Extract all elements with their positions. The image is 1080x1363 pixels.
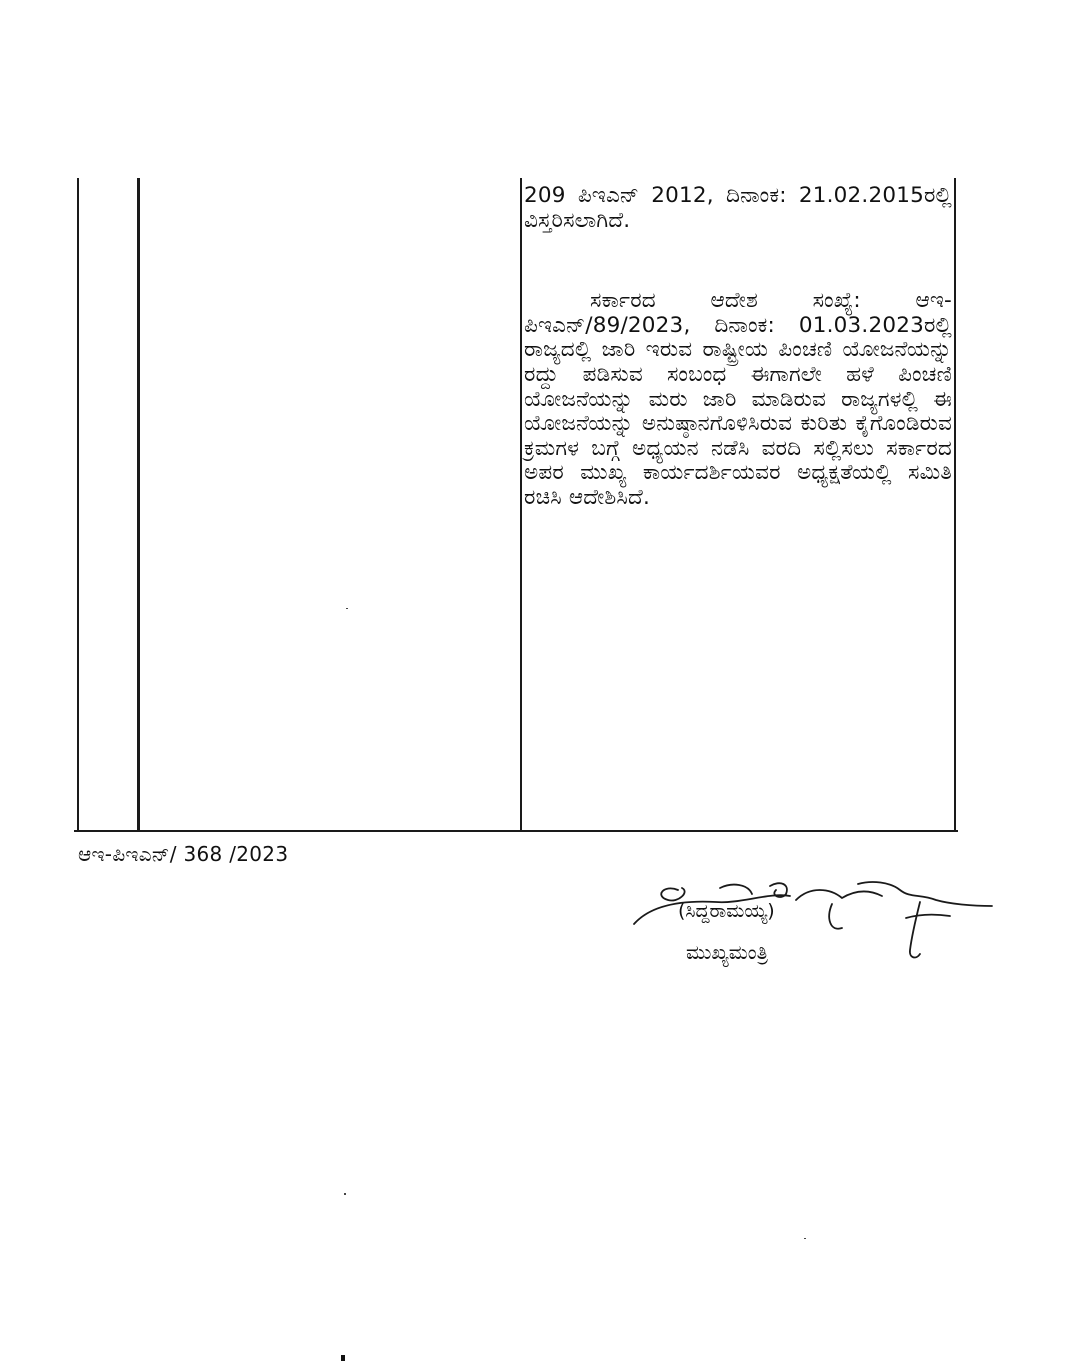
table-column-divider-2 — [520, 178, 522, 832]
signer-name: (ಸಿದ್ದರಾಮಯ್ಯ) — [678, 900, 775, 922]
table-right-border — [954, 178, 956, 832]
table-left-border — [77, 178, 79, 832]
table-column-divider-1 — [137, 178, 140, 832]
scan-speck — [344, 1193, 346, 1195]
scan-speck — [804, 1238, 806, 1239]
reference-number: ಆಇ-ಪಿಇಎನ್/ 368 /2023 — [78, 842, 289, 866]
table-right-cell — [524, 184, 952, 511]
cell-paragraph-extension-note: 209 ಪಿಇಎನ್ 2012, ದಿನಾಂಕ: 21.02.2015ರಲ್ಲಿ ವಿಸ್ತರಿಸಲಾಗಿದೆ. — [524, 183, 952, 233]
cell-paragraph-government-order: ಸರ್ಕಾರದ ಆದೇಶ ಸಂಖ್ಯೆ: ಆಇ-ಪಿಇಎನ್/89/2023, ದಿನಾಂಕ: 01.03.2023ರಲ್ಲಿ ರಾಜ್ಯದಲ್ಲಿ ಜಾರಿ ಇರುವ ರಾಷ್ಟ್ರೀಯ ಪಿಂಚಣಿ ಯೋಜನೆಯನ್ನು ರದ್ದು ಪಡಿಸುವ ಸಂಬಂಧ ಈಗಾಗಲೇ ಹಳೆ ಪಿಂಚಣಿ ಯೋಜನೆಯನ್ನು ಮರು ಜಾರಿ ಮಾಡಿರುವ ರಾಜ್ಯಗಳಲ್ಲಿ ಈ ಯೋಜನೆಯನ್ನು ಅನುಷ್ಠಾನಗೊಳಿಸಿರುವ ಕುರಿತು ಕೈಗೊಂಡಿರುವ ಕ್ರಮಗಳ ಬಗ್ಗೆ ಅಧ್ಯಯನ ನಡೆಸಿ ವರದಿ ಸಲ್ಲಿಸಲು ಸರ್ಕಾರದ ಅಪರ ಮುಖ್ಯ ಕಾರ್ಯದರ್ಶಿಯವರ ಅಧ್ಯಕ್ಷತೆಯಲ್ಲಿ ಸಮಿತಿ ರಚಿಸಿ ಆದೇಶಿಸಿದೆ. — [524, 288, 952, 510]
scan-speck — [346, 608, 348, 609]
signer-title: ಮುಖ್ಯಮಂತ್ರಿ — [686, 940, 769, 964]
scan-speck — [341, 1355, 345, 1361]
signature-block — [620, 878, 1000, 978]
table-bottom-border — [74, 830, 958, 832]
handwritten-signature — [620, 878, 1000, 978]
